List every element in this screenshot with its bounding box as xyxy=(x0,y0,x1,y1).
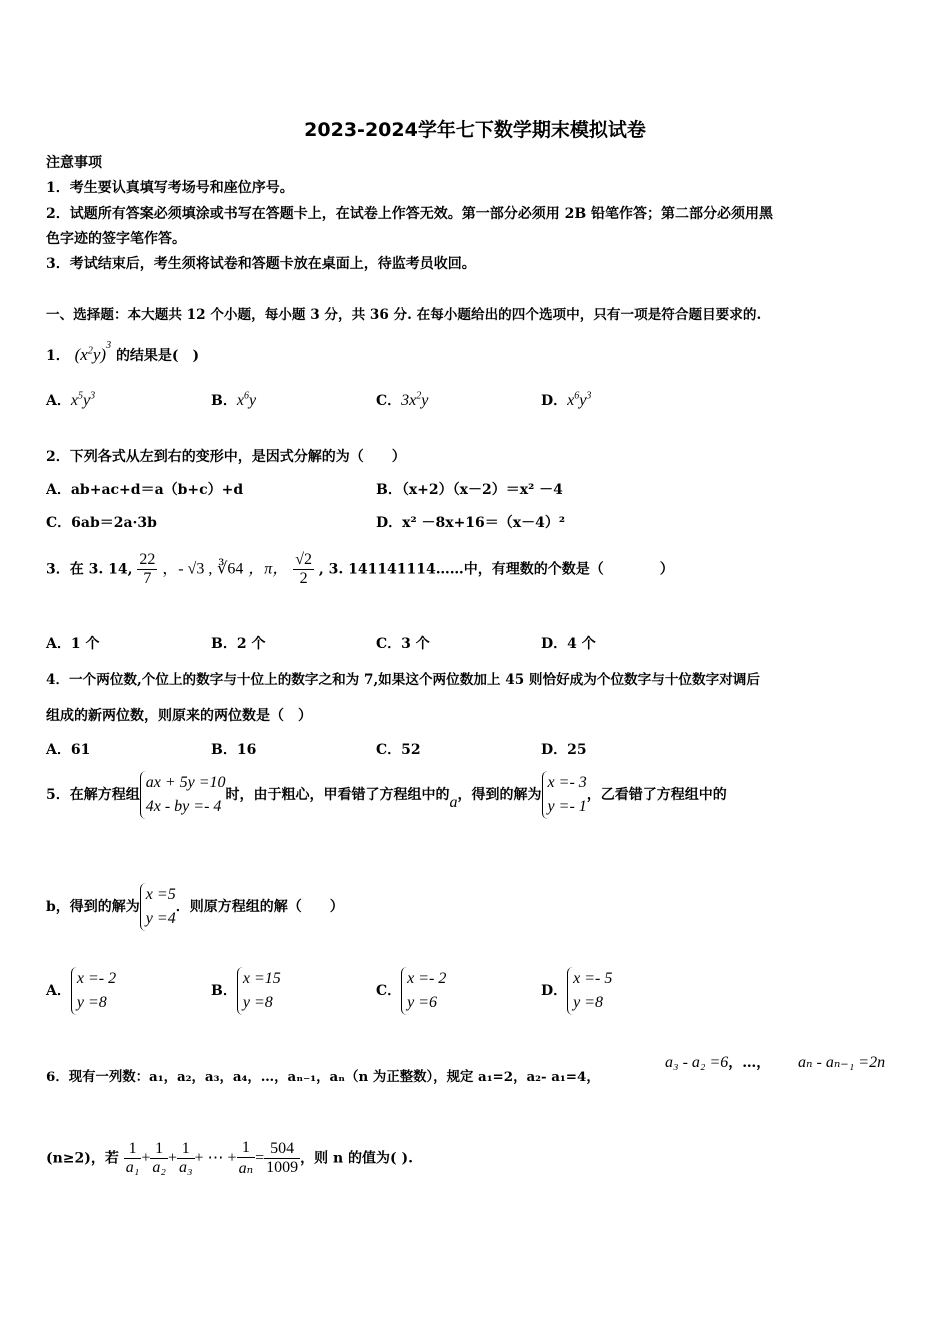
notice-item-1: 1．考生要认真填写考场号和座位序号。 xyxy=(46,180,294,196)
notice-item-2: 2．试题所有答案必须填涂或书写在答题卡上，在试卷上作答无效。第一部分必须用 2B 铅笔作答；第二部分必须用黑 xyxy=(46,206,774,222)
question-5: 5．在解方程组 ax + 5y =10 4x - by =- 4 时，由于粗心，甲看错了方程组中的a，得到的解为 x =- 3 y =- 1 ，乙看错了方程组中的 xyxy=(46,771,727,819)
fraction-sqrt2-2: $\frac{√2}{2}$ xyxy=(295,551,312,587)
equation-system-yi: x =5 y =4 xyxy=(140,883,176,931)
q5-option-c: C． x =- 2 y =6 xyxy=(376,967,446,1015)
question-1 xyxy=(46,340,199,365)
q5-option-a: A． x =- 2 y =8 xyxy=(46,967,116,1015)
question-6-line-1: 6．现有一列数：a₁，a₂，a₃，a₄，…，aₙ₋₁，aₙ（n 为正整数），规定 a₁=2，a₂- a₁=4， xyxy=(46,1069,600,1085)
section-heading: 一、选择题：本大题共 12 个小题，每小题 3 分，共 36 分. 在每小题给出的四个选项中，只有一项是符合题目要求的. xyxy=(46,307,762,323)
q2-option-a: A．ab+ac+d＝a（b+c）+d xyxy=(46,482,244,498)
q2-option-d: D．x² －8x+16＝（x－4）² xyxy=(376,515,566,531)
q3-option-c: C．3 个 xyxy=(376,636,430,652)
q5-option-b: B． x =15 y =8 xyxy=(211,967,281,1015)
q4-option-d: D．25 xyxy=(541,742,587,758)
q4-option-a: A．61 xyxy=(46,742,91,758)
q1-option-c: C．$3x^2y$ xyxy=(376,390,429,409)
q3-option-b: B．2 个 xyxy=(211,636,266,652)
q1-text: 的结果是( ) xyxy=(115,348,200,364)
question-4-line-1: 4．一个两位数,个位上的数字与十位上的数字之和为 7,如果这个两位数加上 45 则恰好成为个位数字与十位数字对调后 xyxy=(46,672,760,688)
q6-expr-1: a₃ - a₂ =6，…， xyxy=(665,1054,771,1071)
equation-system-original: ax + 5y =10 4x - by =- 4 xyxy=(140,771,226,819)
question-6-line-2: (n≥2)，若 $\frac{1}{\text{a₁}}$ + $\frac{1}{\text{a₂}}$ + $\frac{1}{\text{a₃}}$ + ⋯ + $\frac{1}{\text{aₙ}}$ = $\frac{504}{1009}$ ，则 n 的值为( ). xyxy=(46,1139,414,1177)
q4-option-c: C．52 xyxy=(376,742,421,758)
q5-option-d: D． x =- 5 y =8 xyxy=(541,967,612,1015)
page-title: 2023-2024学年七下数学期末模拟试卷 xyxy=(304,119,646,141)
question-number: 1． xyxy=(46,348,70,364)
notice-item-2-cont: 色字迹的签字笔作答。 xyxy=(46,231,186,247)
q2-option-b: B．（x+2）（x－2）＝x² －4 xyxy=(376,482,563,498)
cube-root-64: ∛64 xyxy=(217,560,244,578)
q3-option-d: D．4 个 xyxy=(541,636,596,652)
question-3: 3．在 3. 14, $\frac{22}{7}$ ，- √3 , ∛64 ，π， $\frac{√2}{2}$ , 3. 141141114……中，有理数的个数是（ ） xyxy=(46,551,674,587)
fraction-22-7: $\frac{22}{7}$ xyxy=(139,551,156,587)
notice-item-3: 3．考试结束后，考生须将试卷和答题卡放在桌面上，待监考员收回。 xyxy=(46,256,476,272)
q1-option-a: A．$x^5y^3$ xyxy=(46,390,96,409)
q1-option-d: D．$x^6y^3$ xyxy=(541,390,592,409)
notice-heading: 注意事项 xyxy=(46,155,102,171)
question-5-cont: b，得到的解为 x =5 y =4 ．则原方程组的解（ ） xyxy=(46,883,344,931)
equation-system-jia: x =- 3 y =- 1 xyxy=(542,771,587,819)
q4-option-b: B．16 xyxy=(211,742,257,758)
question-2: 2．下列各式从左到右的变形中，是因式分解的为（ ） xyxy=(46,449,406,465)
q2-option-c: C．6ab＝2a·3b xyxy=(46,515,157,531)
q3-option-a: A．1 个 xyxy=(46,636,100,652)
q6-expr-2: aₙ - aₙ₋₁ =2n xyxy=(798,1054,886,1071)
q1-option-b: B．$x^6y$ xyxy=(211,390,257,409)
question-4-line-2: 组成的新两位数，则原来的两位数是（ ） xyxy=(46,708,312,724)
q1-expression: $(x^2y)^3$ xyxy=(74,340,112,364)
